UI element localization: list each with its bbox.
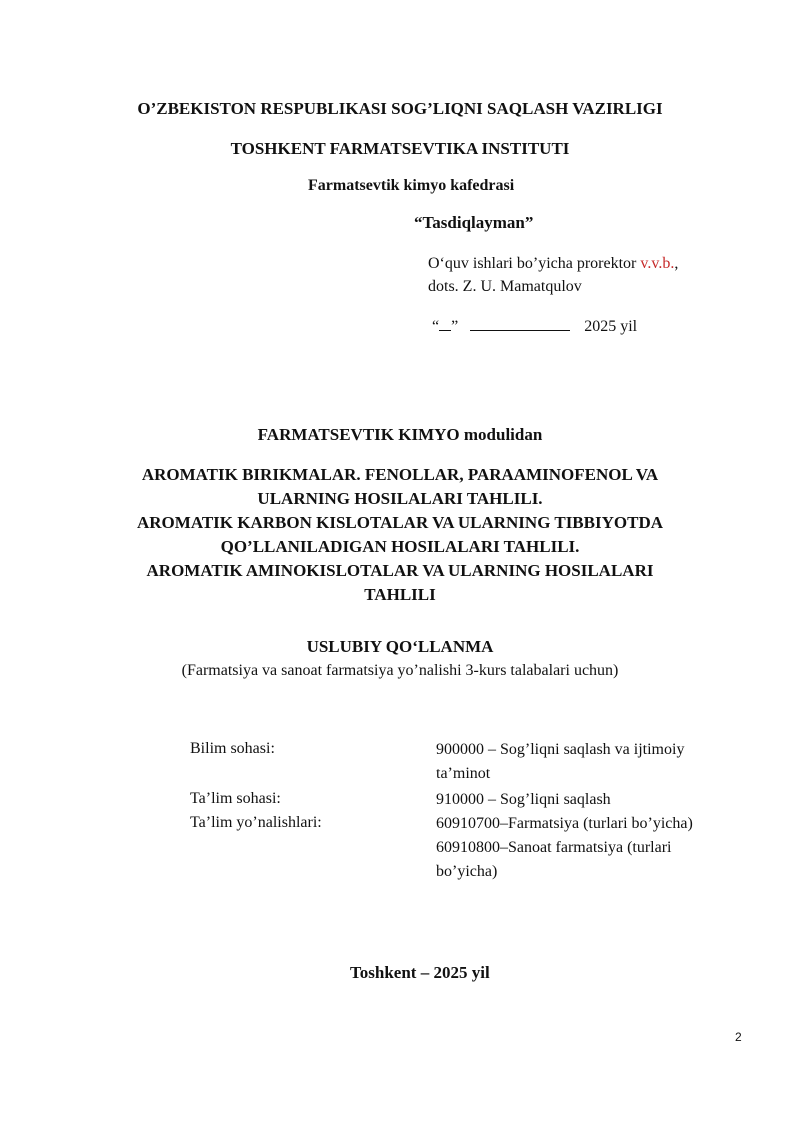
bilim-sohasi-label: Bilim sohasi: — [190, 740, 275, 757]
bilim-value-line: 900000 – Sog’liqni saqlash va ijtimoiy — [436, 741, 685, 758]
approval-heading: “Tasdiqlayman” — [414, 213, 534, 232]
institute-title: TOSHKENT FARMATSEVTIKA INSTITUTI — [230, 139, 570, 158]
module-title-line: AROMATIK AMINOKISLOTALAR VA ULARNING HOSILALARI — [146, 561, 654, 580]
module-title-line: QO’LLANILADIGAN HOSILALARI TAHLILI. — [220, 537, 580, 556]
date-year: 2025 yil — [584, 318, 638, 335]
talim-yonalishlari-label: Ta’lim yo’nalishlari: — [190, 814, 322, 831]
city-year: Toshkent – 2025 yil — [350, 963, 490, 982]
date-quote-close: ” — [451, 318, 459, 335]
date-day-blank — [439, 316, 451, 331]
approval-person: dots. Z. U. Mamatqulov — [428, 278, 582, 295]
yonalish-value-line: 60910700–Farmatsiya (turlari bo’yicha) — [436, 815, 693, 832]
approval-role-suffix: , — [674, 255, 679, 272]
talim-yonalishlari-value — [436, 812, 756, 884]
module-heading: FARMATSEVTIK KIMYO modulidan — [257, 425, 543, 444]
bilim-sohasi-value — [436, 738, 756, 786]
page-number: 2 — [735, 1030, 742, 1044]
approval-role — [428, 255, 678, 273]
approval-role-abbr: v.v.b. — [640, 255, 675, 272]
date-quote-open: “ — [432, 318, 440, 335]
date-month-blank — [470, 316, 570, 331]
yonalish-value-line: 60910800–Sanoat farmatsiya (turlari — [436, 839, 672, 856]
talim-sohasi-label: Ta’lim sohasi: — [190, 790, 281, 807]
department-name: Farmatsevtik kimyo kafedrasi — [308, 177, 515, 194]
yonalish-value-line: bo’yicha) — [436, 863, 498, 880]
module-title-line: AROMATIK KARBON KISLOTALAR VA ULARNING TIBBIYOTDA — [137, 513, 663, 532]
manual-audience: (Farmatsiya va sanoat farmatsiya yo’nalishi 3-kurs talabalari uchun) — [181, 662, 619, 679]
talim-sohasi-value: 910000 – Sog’liqni saqlash — [436, 791, 611, 808]
approval-role-text: O‘quv ishlari bo’yicha prorektor — [428, 255, 637, 272]
bilim-value-line: ta’minot — [436, 765, 491, 782]
approval-date-line — [432, 316, 637, 336]
ministry-title: O’ZBEKISTON RESPUBLIKASI SOG’LIQNI SAQLASH VAZIRLIGI — [137, 99, 663, 118]
module-title-line: ULARNING HOSILALARI TAHLILI. — [257, 489, 543, 508]
module-title — [0, 463, 800, 607]
module-title-line: AROMATIK BIRIKMALAR. FENOLLAR, PARAAMINOFENOL VA — [141, 465, 659, 484]
module-title-line: TAHLILI — [364, 585, 436, 604]
manual-type: USLUBIY QO‘LLANMA — [306, 637, 494, 656]
